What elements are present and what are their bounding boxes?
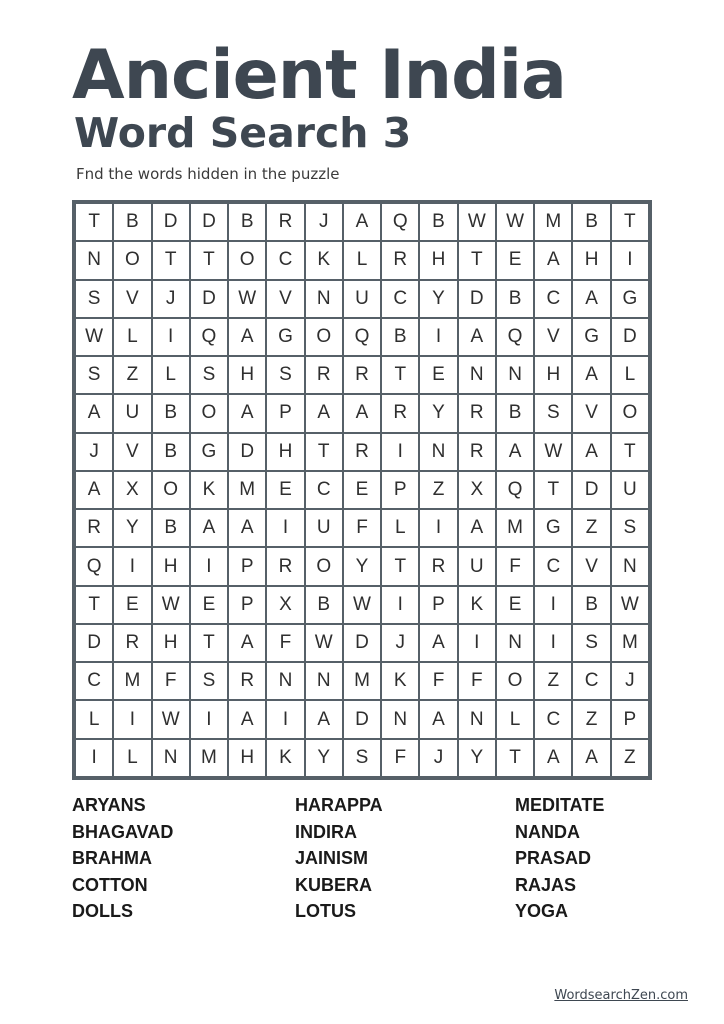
- grid-cell: B: [153, 510, 189, 546]
- grid-cell: Z: [612, 740, 648, 776]
- grid-cell: Z: [114, 357, 150, 393]
- grid-cell: B: [114, 204, 150, 240]
- grid-cell: A: [229, 510, 265, 546]
- grid-cell: H: [229, 357, 265, 393]
- grid-cell: Q: [497, 319, 533, 355]
- grid-cell: A: [573, 281, 609, 317]
- grid-cell: F: [153, 663, 189, 699]
- grid-cell: T: [191, 242, 227, 278]
- grid-cell: O: [306, 548, 342, 584]
- grid-cell: Z: [573, 510, 609, 546]
- grid-cell: N: [306, 281, 342, 317]
- grid-cell: E: [344, 472, 380, 508]
- grid-cell: V: [114, 434, 150, 470]
- grid-cell: V: [535, 319, 571, 355]
- grid-cell: A: [573, 434, 609, 470]
- grid-cell: W: [153, 587, 189, 623]
- grid-cell: I: [114, 701, 150, 737]
- grid-cell: C: [306, 472, 342, 508]
- grid-cell: I: [382, 587, 418, 623]
- grid-cell: E: [191, 587, 227, 623]
- grid-cell: I: [267, 510, 303, 546]
- grid-cell: D: [153, 204, 189, 240]
- grid-cell: K: [306, 242, 342, 278]
- grid-cell: N: [153, 740, 189, 776]
- grid-cell: U: [344, 281, 380, 317]
- grid-cell: J: [306, 204, 342, 240]
- grid-cell: H: [573, 242, 609, 278]
- grid-cell: R: [382, 242, 418, 278]
- word-list-item: HARAPPA: [295, 795, 383, 815]
- grid-cell: B: [573, 587, 609, 623]
- grid-cell: N: [420, 434, 456, 470]
- grid-cell: Y: [306, 740, 342, 776]
- grid-cell: R: [229, 663, 265, 699]
- grid-cell: L: [114, 319, 150, 355]
- grid-cell: W: [344, 587, 380, 623]
- grid-cell: A: [573, 740, 609, 776]
- grid-cell: B: [153, 395, 189, 431]
- grid-cell: H: [229, 740, 265, 776]
- grid-cell: B: [229, 204, 265, 240]
- grid-cell: P: [612, 701, 648, 737]
- grid-cell: O: [497, 663, 533, 699]
- grid-cell: J: [382, 625, 418, 661]
- grid-cell: I: [420, 319, 456, 355]
- grid-cell: H: [153, 625, 189, 661]
- page-subtitle: Word Search 3: [74, 109, 412, 157]
- grid-cell: D: [573, 472, 609, 508]
- grid-cell: S: [267, 357, 303, 393]
- grid-cell: N: [267, 663, 303, 699]
- grid-cell: S: [535, 395, 571, 431]
- word-list-item: MEDITATE: [515, 795, 605, 815]
- grid-cell: Z: [573, 701, 609, 737]
- grid-cell: A: [344, 395, 380, 431]
- grid-cell: A: [306, 395, 342, 431]
- grid-cell: O: [153, 472, 189, 508]
- grid-cell: T: [535, 472, 571, 508]
- grid-cell: A: [573, 357, 609, 393]
- grid-cell: A: [76, 472, 112, 508]
- word-list-item: BHAGAVAD: [72, 821, 174, 842]
- grid-cell: F: [382, 740, 418, 776]
- grid-cell: T: [76, 204, 112, 240]
- grid-cell: V: [267, 281, 303, 317]
- grid-cell: T: [459, 242, 495, 278]
- word-list-item: RAJAS: [515, 874, 577, 895]
- word-list: [72, 792, 652, 925]
- grid-cell: R: [344, 434, 380, 470]
- grid-cell: L: [612, 357, 648, 393]
- grid-cell: P: [382, 472, 418, 508]
- grid-cell: H: [535, 357, 571, 393]
- grid-cell: E: [114, 587, 150, 623]
- grid-cell: Y: [420, 281, 456, 317]
- grid-cell: D: [191, 281, 227, 317]
- grid-cell: A: [459, 510, 495, 546]
- grid-cell: Y: [420, 395, 456, 431]
- grid-cell: R: [459, 434, 495, 470]
- grid-cell: D: [344, 625, 380, 661]
- grid-cell: A: [306, 701, 342, 737]
- grid-cell: C: [535, 281, 571, 317]
- grid-cell: S: [191, 357, 227, 393]
- grid-cell: J: [76, 434, 112, 470]
- grid-cell: W: [306, 625, 342, 661]
- grid-cell: T: [612, 434, 648, 470]
- word-list-item: DOLLS: [72, 901, 133, 921]
- grid-cell: Q: [191, 319, 227, 355]
- grid-cell: W: [497, 204, 533, 240]
- grid-cell: S: [612, 510, 648, 546]
- grid-cell: O: [191, 395, 227, 431]
- grid-cell: D: [612, 319, 648, 355]
- word-list-item: PRASAD: [515, 848, 592, 868]
- grid-cell: L: [382, 510, 418, 546]
- grid-cell: X: [459, 472, 495, 508]
- grid-cell: T: [76, 587, 112, 623]
- word-list-column: [295, 792, 515, 925]
- word-list-item: BRAHMA: [72, 848, 152, 868]
- grid-cell: W: [612, 587, 648, 623]
- grid-cell: Z: [535, 663, 571, 699]
- grid-cell: S: [191, 663, 227, 699]
- grid-cell: I: [420, 510, 456, 546]
- word-list-item: ARYANS: [72, 795, 146, 815]
- grid-cell: J: [420, 740, 456, 776]
- grid-cell: I: [382, 434, 418, 470]
- grid-cell: E: [497, 242, 533, 278]
- grid-cell: V: [573, 395, 609, 431]
- grid-cell: C: [267, 242, 303, 278]
- grid-cell: C: [535, 548, 571, 584]
- grid-cell: C: [382, 281, 418, 317]
- grid-cell: M: [612, 625, 648, 661]
- grid-cell: A: [497, 434, 533, 470]
- grid-cell: D: [344, 701, 380, 737]
- grid-cell: D: [229, 434, 265, 470]
- grid-cell: M: [344, 663, 380, 699]
- grid-cell: M: [497, 510, 533, 546]
- word-list-item: KUBERA: [295, 874, 373, 895]
- grid-cell: S: [344, 740, 380, 776]
- grid-cell: A: [420, 625, 456, 661]
- grid-cell: O: [114, 242, 150, 278]
- grid-cell: G: [573, 319, 609, 355]
- grid-cell: R: [382, 395, 418, 431]
- grid-cell: A: [229, 319, 265, 355]
- grid-cell: T: [153, 242, 189, 278]
- grid-cell: N: [497, 625, 533, 661]
- grid-cell: P: [229, 548, 265, 584]
- grid-cell: Y: [344, 548, 380, 584]
- grid-cell: S: [573, 625, 609, 661]
- grid-cell: A: [76, 395, 112, 431]
- grid-cell: R: [267, 548, 303, 584]
- grid-cell: F: [344, 510, 380, 546]
- grid-cell: F: [267, 625, 303, 661]
- grid-cell: R: [306, 357, 342, 393]
- grid-cell: A: [535, 242, 571, 278]
- grid-cell: I: [153, 319, 189, 355]
- grid-cell: K: [191, 472, 227, 508]
- grid-cell: I: [612, 242, 648, 278]
- grid-cell: Q: [497, 472, 533, 508]
- grid-cell: C: [76, 663, 112, 699]
- grid-cell: F: [497, 548, 533, 584]
- word-list-column: [515, 792, 652, 925]
- grid-cell: D: [191, 204, 227, 240]
- grid-cell: L: [153, 357, 189, 393]
- grid-cell: B: [420, 204, 456, 240]
- grid-cell: H: [153, 548, 189, 584]
- grid-cell: R: [344, 357, 380, 393]
- word-list-item: JAINISM: [295, 848, 369, 868]
- word-list-item: LOTUS: [295, 901, 356, 921]
- site-link[interactable]: WordsearchZen.com: [554, 988, 688, 1003]
- grid-cell: P: [420, 587, 456, 623]
- grid-cell: O: [229, 242, 265, 278]
- grid-cell: T: [306, 434, 342, 470]
- grid-cell: B: [382, 319, 418, 355]
- grid-cell: T: [382, 357, 418, 393]
- grid-cell: B: [306, 587, 342, 623]
- grid-cell: A: [229, 701, 265, 737]
- page-title: Ancient India: [72, 36, 566, 115]
- grid-cell: I: [191, 701, 227, 737]
- grid-cell: A: [191, 510, 227, 546]
- grid-cell: E: [497, 587, 533, 623]
- grid-cell: L: [497, 701, 533, 737]
- grid-cell: A: [420, 701, 456, 737]
- grid-cell: T: [612, 204, 648, 240]
- grid-cell: I: [191, 548, 227, 584]
- grid-cell: A: [229, 625, 265, 661]
- grid-cell: U: [306, 510, 342, 546]
- grid-cell: S: [76, 357, 112, 393]
- grid-cell: M: [535, 204, 571, 240]
- grid-cell: J: [612, 663, 648, 699]
- grid-cell: I: [267, 701, 303, 737]
- grid-cell: F: [459, 663, 495, 699]
- grid-cell: N: [459, 357, 495, 393]
- grid-cell: N: [612, 548, 648, 584]
- grid-cell: H: [420, 242, 456, 278]
- grid-cell: R: [76, 510, 112, 546]
- word-list-item: INDIRA: [295, 821, 357, 842]
- grid-cell: B: [573, 204, 609, 240]
- grid-cell: E: [420, 357, 456, 393]
- grid-cell: G: [191, 434, 227, 470]
- grid-cell: M: [114, 663, 150, 699]
- word-list-item: COTTON: [72, 874, 148, 895]
- grid-cell: U: [114, 395, 150, 431]
- grid-cell: P: [267, 395, 303, 431]
- grid-cell: N: [306, 663, 342, 699]
- grid-cell: R: [114, 625, 150, 661]
- grid-cell: C: [573, 663, 609, 699]
- grid-cell: L: [76, 701, 112, 737]
- grid-cell: K: [459, 587, 495, 623]
- grid-cell: I: [76, 740, 112, 776]
- grid-cell: G: [612, 281, 648, 317]
- grid-cell: A: [459, 319, 495, 355]
- grid-cell: K: [382, 663, 418, 699]
- grid-cell: R: [267, 204, 303, 240]
- grid-cell: X: [114, 472, 150, 508]
- grid-cell: B: [153, 434, 189, 470]
- grid-cell: I: [535, 587, 571, 623]
- grid-cell: B: [497, 395, 533, 431]
- grid-cell: I: [459, 625, 495, 661]
- grid-cell: Y: [114, 510, 150, 546]
- word-list-item: NANDA: [515, 821, 580, 842]
- grid-cell: V: [573, 548, 609, 584]
- grid-cell: A: [229, 395, 265, 431]
- grid-cell: D: [76, 625, 112, 661]
- grid-cell: F: [420, 663, 456, 699]
- grid-cell: W: [229, 281, 265, 317]
- grid-cell: R: [459, 395, 495, 431]
- grid-cell: S: [76, 281, 112, 317]
- grid-cell: C: [535, 701, 571, 737]
- word-list-column: [72, 792, 295, 925]
- grid-cell: W: [535, 434, 571, 470]
- grid-cell: N: [497, 357, 533, 393]
- grid-cell: G: [267, 319, 303, 355]
- grid-cell: V: [114, 281, 150, 317]
- grid-cell: P: [229, 587, 265, 623]
- grid-cell: R: [420, 548, 456, 584]
- grid-cell: T: [382, 548, 418, 584]
- grid-cell: W: [459, 204, 495, 240]
- grid-cell: A: [535, 740, 571, 776]
- grid-cell: Y: [459, 740, 495, 776]
- grid-cell: M: [191, 740, 227, 776]
- grid-cell: N: [76, 242, 112, 278]
- grid-cell: O: [612, 395, 648, 431]
- grid-cell: T: [497, 740, 533, 776]
- grid-cell: U: [612, 472, 648, 508]
- grid-cell: H: [267, 434, 303, 470]
- grid-cell: L: [114, 740, 150, 776]
- grid-cell: M: [229, 472, 265, 508]
- grid-cell: N: [382, 701, 418, 737]
- letter-grid: [72, 200, 652, 780]
- grid-cell: G: [535, 510, 571, 546]
- grid-cell: I: [114, 548, 150, 584]
- grid-cell: L: [344, 242, 380, 278]
- grid-cell: T: [191, 625, 227, 661]
- word-list-item: YOGA: [515, 901, 569, 921]
- grid-cell: I: [535, 625, 571, 661]
- grid-cell: E: [267, 472, 303, 508]
- grid-cell: Q: [344, 319, 380, 355]
- grid-cell: N: [459, 701, 495, 737]
- grid-cell: Q: [382, 204, 418, 240]
- grid-cell: Q: [76, 548, 112, 584]
- grid-cell: B: [497, 281, 533, 317]
- grid-cell: X: [267, 587, 303, 623]
- grid-cell: O: [306, 319, 342, 355]
- grid-cell: W: [76, 319, 112, 355]
- grid-cell: Z: [420, 472, 456, 508]
- grid-cell: A: [344, 204, 380, 240]
- grid-cell: W: [153, 701, 189, 737]
- grid-cell: U: [459, 548, 495, 584]
- grid-cell: D: [459, 281, 495, 317]
- grid-cell: J: [153, 281, 189, 317]
- grid-cell: K: [267, 740, 303, 776]
- instructions-text: Fnd the words hidden in the puzzle: [76, 165, 340, 183]
